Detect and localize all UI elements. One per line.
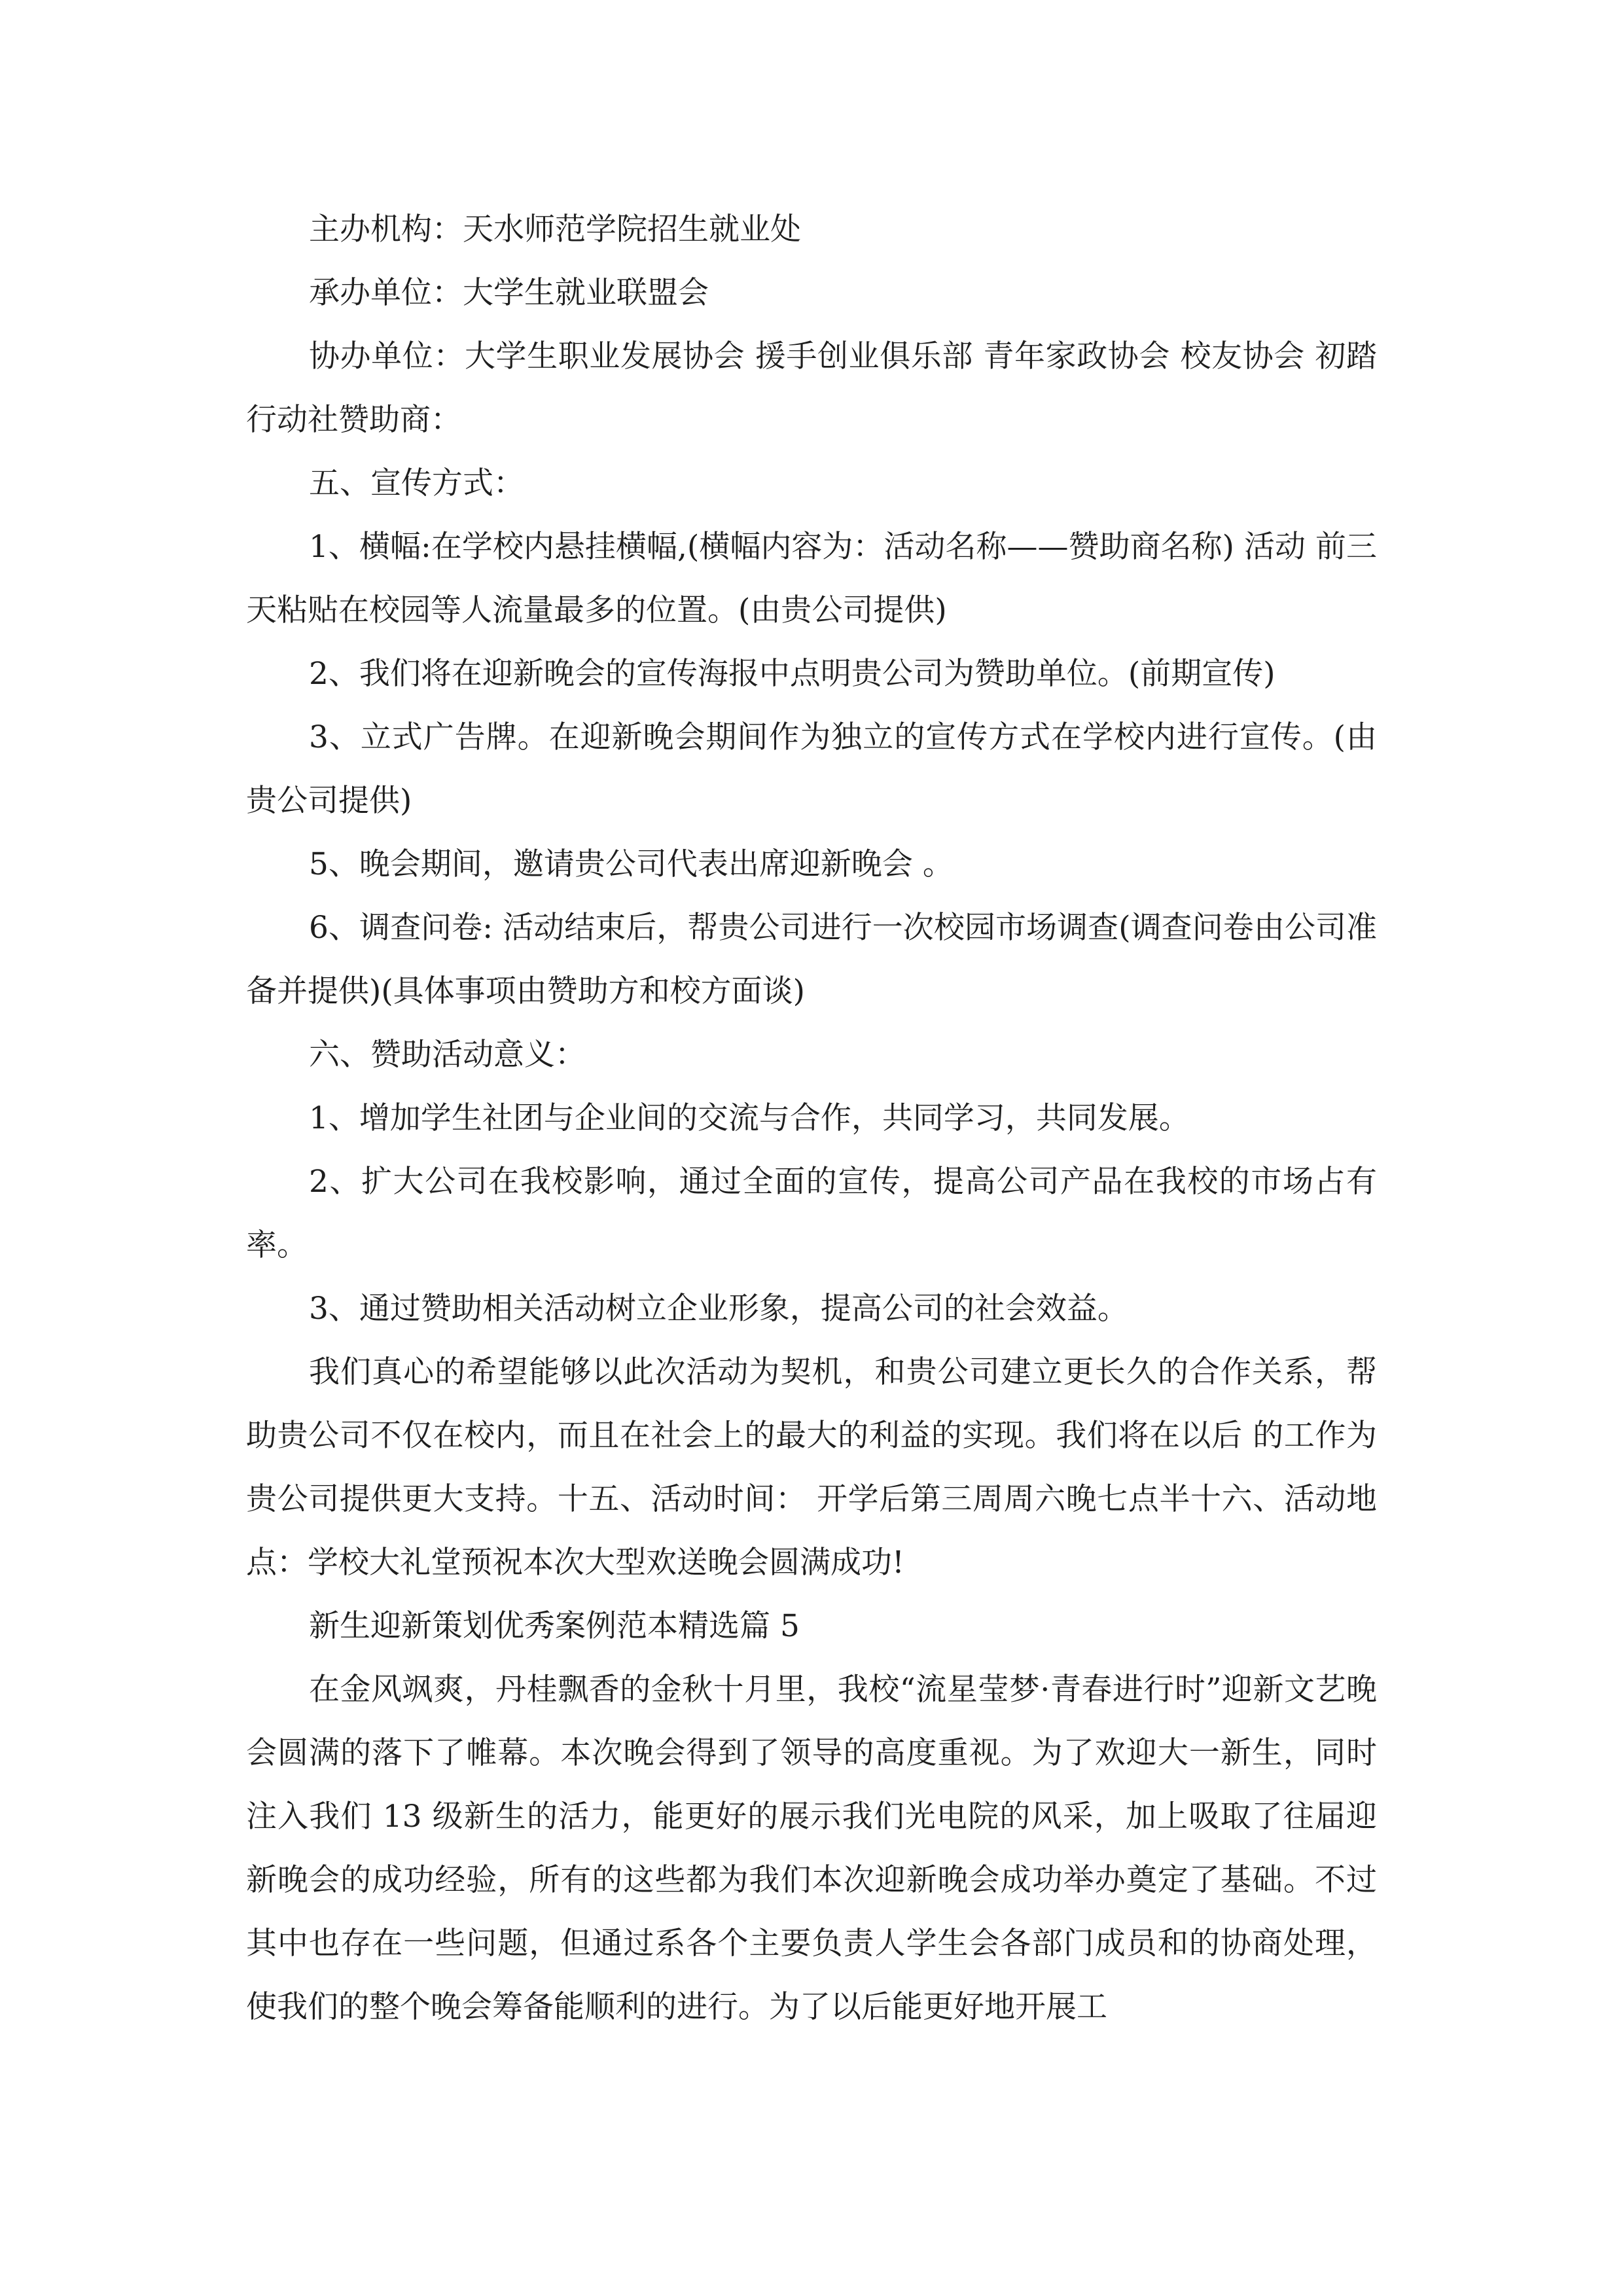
heading-publicity-methods: 五、宣传方式：: [309, 465, 524, 501]
paragraph-closing: 我们真心的希望能够以此次活动为契机，和贵公司建立更长久的合作关系，帮助贵公司不仅在校内，而且在社会上的最大的利益的实现。我们将在以后 的工作为贵公司提供更大支持。十五、活动时间： 开学后第三周周六晚七点半十六、活动地点：学校大礼堂预祝本次大型欢送晚会圆满成功!: [246, 1354, 1377, 1581]
paragraph-significance-3: 3、通过赞助相关活动树立企业形象，提高公司的社会效益。: [309, 1291, 1128, 1327]
paragraph-case-5-body: 在金风飒爽，丹桂飘香的金秋十月里，我校“流星莹梦·青春进行时”迎新文艺晚会圆满的落下了帷幕。本次晚会得到了领导的高度重视。为了欢迎大一新生，同时注入我们 13 级新生的活力，能更好的展示我们光电院的风采，加上吸取了往届迎新晚会的成功经验，所有的这些都为我们本次迎新晚会成功举办奠定了基础。不过其中也存在一些问题，但通过系各个主要负责人学生会各部门成员和的协商处理，使我们的整个晚会筹备能顺利的进行。为了以后能更好地开展工: [246, 1672, 1377, 2025]
document-body: [246, 198, 1377, 2039]
paragraph-invitation: 5、晚会期间，邀请贵公司代表出席迎新晚会 。: [309, 846, 954, 882]
section-title-case-5: 新生迎新策划优秀案例范本精选篇 5: [309, 1608, 800, 1644]
paragraph-significance-2: 2、扩大公司在我校影响，通过全面的宣传，提高公司产品在我校的市场占有率。: [246, 1164, 1377, 1263]
paragraph-host-unit: 承办单位：大学生就业联盟会: [309, 275, 709, 311]
paragraph-banner: 1、横幅:在学校内悬挂横幅,(横幅内容为：活动名称——赞助商名称) 活动 前三天粘贴在校园等人流量最多的位置。(由贵公司提供): [246, 529, 1377, 628]
paragraph-assisting-units: 协办单位：大学生职业发展协会 援手创业俱乐部 青年家政协会 校友协会 初踏行动社赞助商：: [246, 338, 1377, 438]
paragraph-significance-1: 1、增加学生社团与企业间的交流与合作，共同学习，共同发展。: [309, 1100, 1190, 1136]
paragraph-survey: 6、调查问卷: 活动结束后，帮贵公司进行一次校园市场调查(调查问卷由公司准备并提供)(具体事项由赞助方和校方面谈): [246, 910, 1377, 1009]
paragraph-poster: 2、我们将在迎新晚会的宣传海报中点明贵公司为赞助单位。(前期宣传): [309, 656, 1275, 692]
paragraph-billboard: 3、立式广告牌。在迎新晚会期间作为独立的宣传方式在学校内进行宣传。(由贵公司提供): [246, 719, 1377, 819]
paragraph-organizer: 主办机构：天水师范学院招生就业处: [309, 211, 801, 247]
heading-sponsorship-significance: 六、赞助活动意义：: [309, 1037, 586, 1073]
